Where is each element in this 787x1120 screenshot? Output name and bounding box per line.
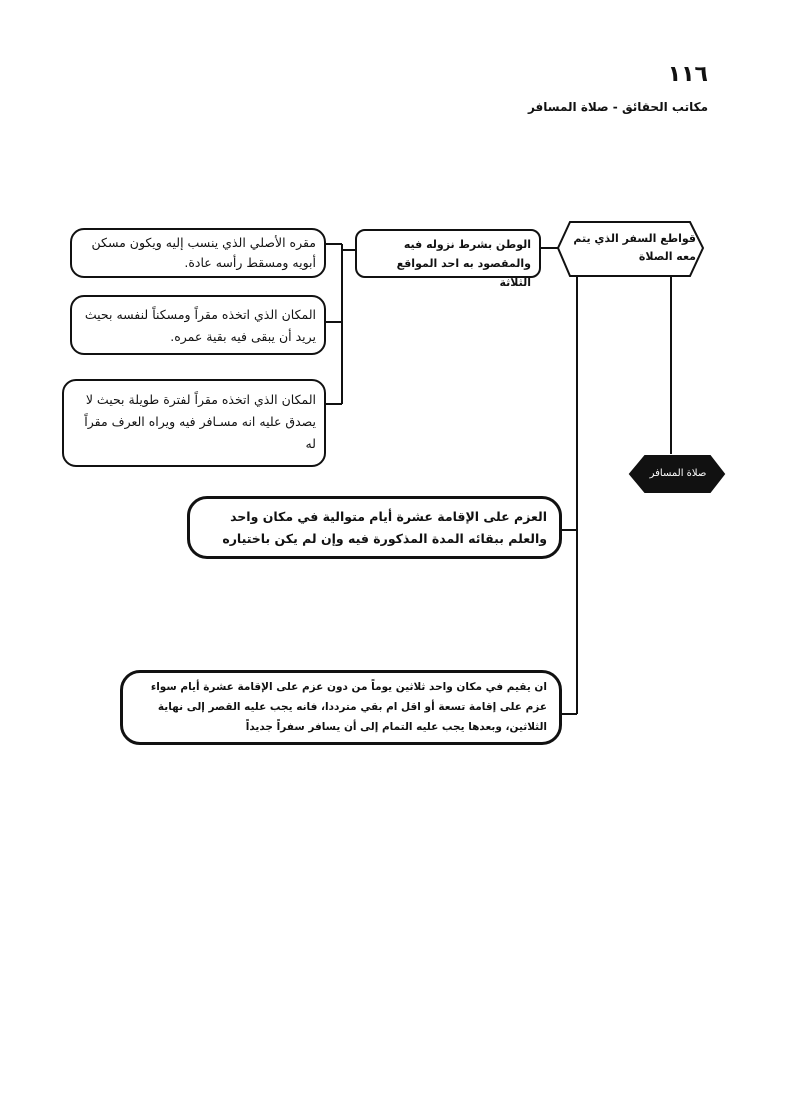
thirty-days-node: ان يقيم في مكان واحد ثلاثين يوماً من دون عزم على الإقامة عشرة أيام سواء عزم على إقامة تسعة أو اقل ام بقي مترددا، فانه يجب عليه القصر إلى نهاية الثلاثين، وبعدها يجب عليه التمام إلى أن يسافر سفراً جديداً [120,670,562,745]
homeland-node: الوطن بشرط نزوله فيه والمقصود به احد المواقع الثلاثة [355,229,541,278]
root-node: قواطع السفر الذي يتم معه الصلاة [573,232,696,263]
residence-intent-node: العزم على الإقامة عشرة أيام متوالية في مكان واحد والعلم ببقائه المدة المذكورة فيه وإن لم يكن باختياره [187,496,562,559]
homeland-item-3: المكان الذي اتخذه مقراً لفترة طويلة بحيث لا يصدق عليه انه مسـافر فيه ويراه العرف مقراً له [62,379,326,467]
page-number: ١١٦ [667,62,708,87]
side-label: صلاة المسافر [649,468,707,479]
running-title: مكاتب الحقائق - صلاة المسافر [527,100,708,114]
homeland-item-2: المكان الذي اتخذه مقراً ومسكناً لنفسه بحيث يريد أن يبقى فيه بقية عمره. [70,295,326,355]
homeland-item-1: مقره الأصلي الذي ينسب إليه ويكون مسكن أبويه ومسقط رأسه عادة. [70,228,326,278]
